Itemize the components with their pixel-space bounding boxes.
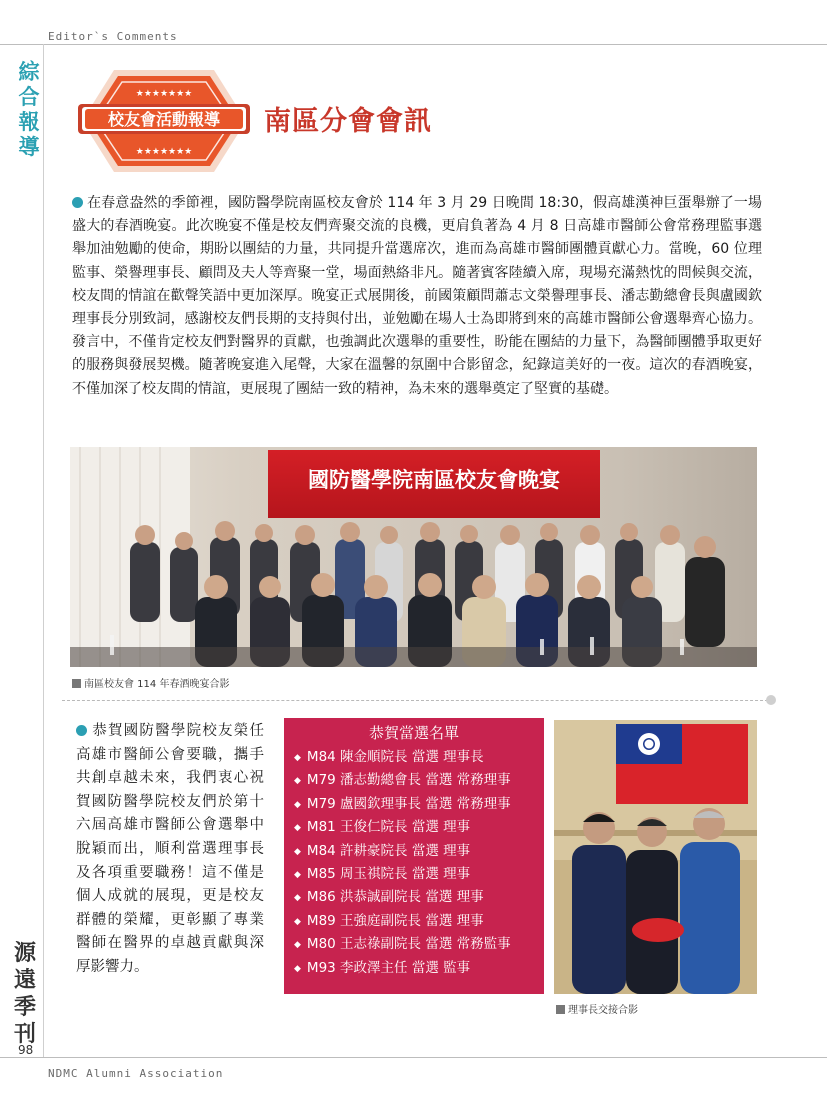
banner-text: 國防醫學院南區校友會晚宴 — [308, 468, 560, 492]
diamond-bullet-icon: ◆ — [294, 799, 301, 810]
congratulations-text: 恭賀國防醫學院校友榮任高雄市醫師公會要職，攜手共創卓越未來，我們衷心祝賀國防醫學院校友們於第十六屆高雄市醫師公會選舉中脫穎而出，順利當選理事長及各項重要職務！這不僅是個人成就的展現，更是校友群體的榮耀，更彰顯了專業醫師在醫界的卓越貢獻與深厚影響力。 — [76, 723, 264, 975]
list-item-text: M93 李政澤主任 當選 監事 — [306, 959, 471, 976]
handover-photo — [554, 720, 757, 994]
diamond-bullet-icon: ◆ — [294, 963, 301, 974]
list-item-text: M79 潘志勤總會長 當選 常務理事 — [306, 772, 511, 789]
congratulations-paragraph — [76, 720, 264, 980]
section-char: 報 — [18, 110, 40, 134]
article-title: 南區分會會訊 — [264, 106, 432, 137]
list-item — [294, 746, 544, 769]
caption-square-icon — [72, 679, 81, 688]
footer-rule — [0, 1057, 827, 1058]
badge-label: 校友會活動報導 — [107, 110, 221, 129]
diamond-bullet-icon: ◆ — [294, 776, 301, 787]
diamond-bullet-icon: ◆ — [294, 753, 301, 763]
article-category-badge — [78, 66, 250, 176]
list-item — [294, 769, 544, 792]
list-item-text: M85 周玉祺院長 當選 理事 — [306, 865, 471, 882]
bullet-dot-icon — [72, 197, 83, 208]
list-item-text: M89 王強庭副院長 當選 理事 — [306, 912, 484, 929]
running-head: Editor`s Comments — [48, 30, 178, 43]
diamond-bullet-icon: ◆ — [294, 940, 301, 951]
elected-list-title: 恭賀當選名單 — [368, 724, 459, 742]
list-item — [294, 863, 544, 886]
article-body-text: 在春意盎然的季節裡，國防醫學院南區校友會於 114 年 3 月 29 日晚間 18:30，假高雄漢神巨蛋舉辦了一場盛大的春酒晚宴。此次晚宴不僅是校友們齊聚交流的良機，更肩負著為 4 月 8 日高雄市醫師公會常務理監事選舉加油勉勵的使命，期盼以團結的力量，共同提升當選席次，進而為高雄市醫師團體貢獻心力。當晚，60 位理監事、榮譽理事長、顧問及夫人等齊聚一堂，場面熱絡非凡。隨著賓客陸續入席，現場充滿熱忱的問候與交流，校友間的情誼在歡聲笑語中更加深厚。晚宴正式展開後，前國策顧問蕭志文榮譽理事長、潘志勤總會長與盧國欽理事長分別致詞，感謝校友們長期的支持與付出，並勉勵在場人士為即將到來的高雄市醫師公會選舉齊心協力。發言中，不僅肯定校友們對醫界的貢獻，也強調此次選舉的重要性，盼能在團結的力量下，為醫師團體爭取更好的服務與發展契機。隨著晚宴進入尾聲，大家在溫馨的氛圍中合影留念，紀錄這美好的一夜。這次的春酒晚宴，不僅加深了校友間的情誼，更展現了團結一致的精神，為未來的選舉奠定了堅實的基礎。 — [72, 195, 762, 397]
list-item-text: M86 洪恭誠副院長 當選 理事 — [306, 889, 484, 906]
diamond-bullet-icon: ◆ — [294, 916, 301, 927]
brand-char: 季 — [13, 994, 36, 1020]
list-item — [294, 886, 544, 909]
header-rule — [0, 44, 827, 45]
section-label-vertical — [17, 60, 41, 160]
brand-char: 刊 — [13, 1021, 36, 1047]
magazine-logo-vertical — [10, 940, 40, 1048]
group-photo — [70, 447, 757, 667]
article-body — [72, 192, 762, 401]
caption-text: 理事長交接合影 — [568, 1005, 638, 1016]
left-margin-rule — [43, 44, 44, 1057]
caption-text: 南區校友會 114 年春酒晚宴合影 — [84, 679, 230, 690]
star-row-top-icon: ★★★★★★★ — [135, 89, 193, 99]
list-item-text: M81 王俊仁院長 當選 理事 — [306, 819, 471, 836]
elected-list-box — [284, 718, 544, 994]
list-item — [294, 840, 544, 863]
section-char: 合 — [18, 85, 40, 109]
list-item-text: M84 陳金順院長 當選 理事長 — [306, 749, 484, 765]
diamond-bullet-icon: ◆ — [294, 846, 301, 857]
list-item — [294, 910, 544, 933]
list-item — [294, 793, 544, 816]
diamond-bullet-icon: ◆ — [294, 893, 301, 904]
diamond-bullet-icon: ◆ — [294, 869, 301, 880]
list-item-text: M84 許耕豪院長 當選 理事 — [306, 842, 471, 859]
list-item — [294, 816, 544, 839]
divider-end-dot — [766, 695, 776, 705]
elected-list — [284, 746, 544, 980]
section-char: 導 — [18, 135, 40, 159]
handover-photo-caption — [556, 1001, 638, 1016]
diamond-bullet-icon: ◆ — [294, 823, 301, 834]
list-item-text: M79 盧國欽理事長 當選 常務理事 — [306, 795, 511, 812]
section-char: 綜 — [18, 60, 40, 84]
brand-char: 源 — [13, 940, 36, 966]
running-foot: NDMC Alumni Association — [48, 1067, 224, 1080]
brand-char: 遠 — [13, 967, 36, 993]
list-item — [294, 957, 544, 980]
group-photo-caption — [72, 675, 229, 690]
star-row-bottom-icon: ★★★★★★★ — [135, 147, 193, 157]
list-item — [294, 933, 544, 956]
flag-icon — [616, 724, 748, 804]
list-item-text: M80 王志祿副院長 當選 常務監事 — [306, 936, 511, 953]
caption-square-icon — [556, 1005, 565, 1014]
section-divider — [62, 700, 768, 701]
bullet-dot-icon — [76, 725, 87, 736]
page-number: 98 — [18, 1043, 34, 1057]
